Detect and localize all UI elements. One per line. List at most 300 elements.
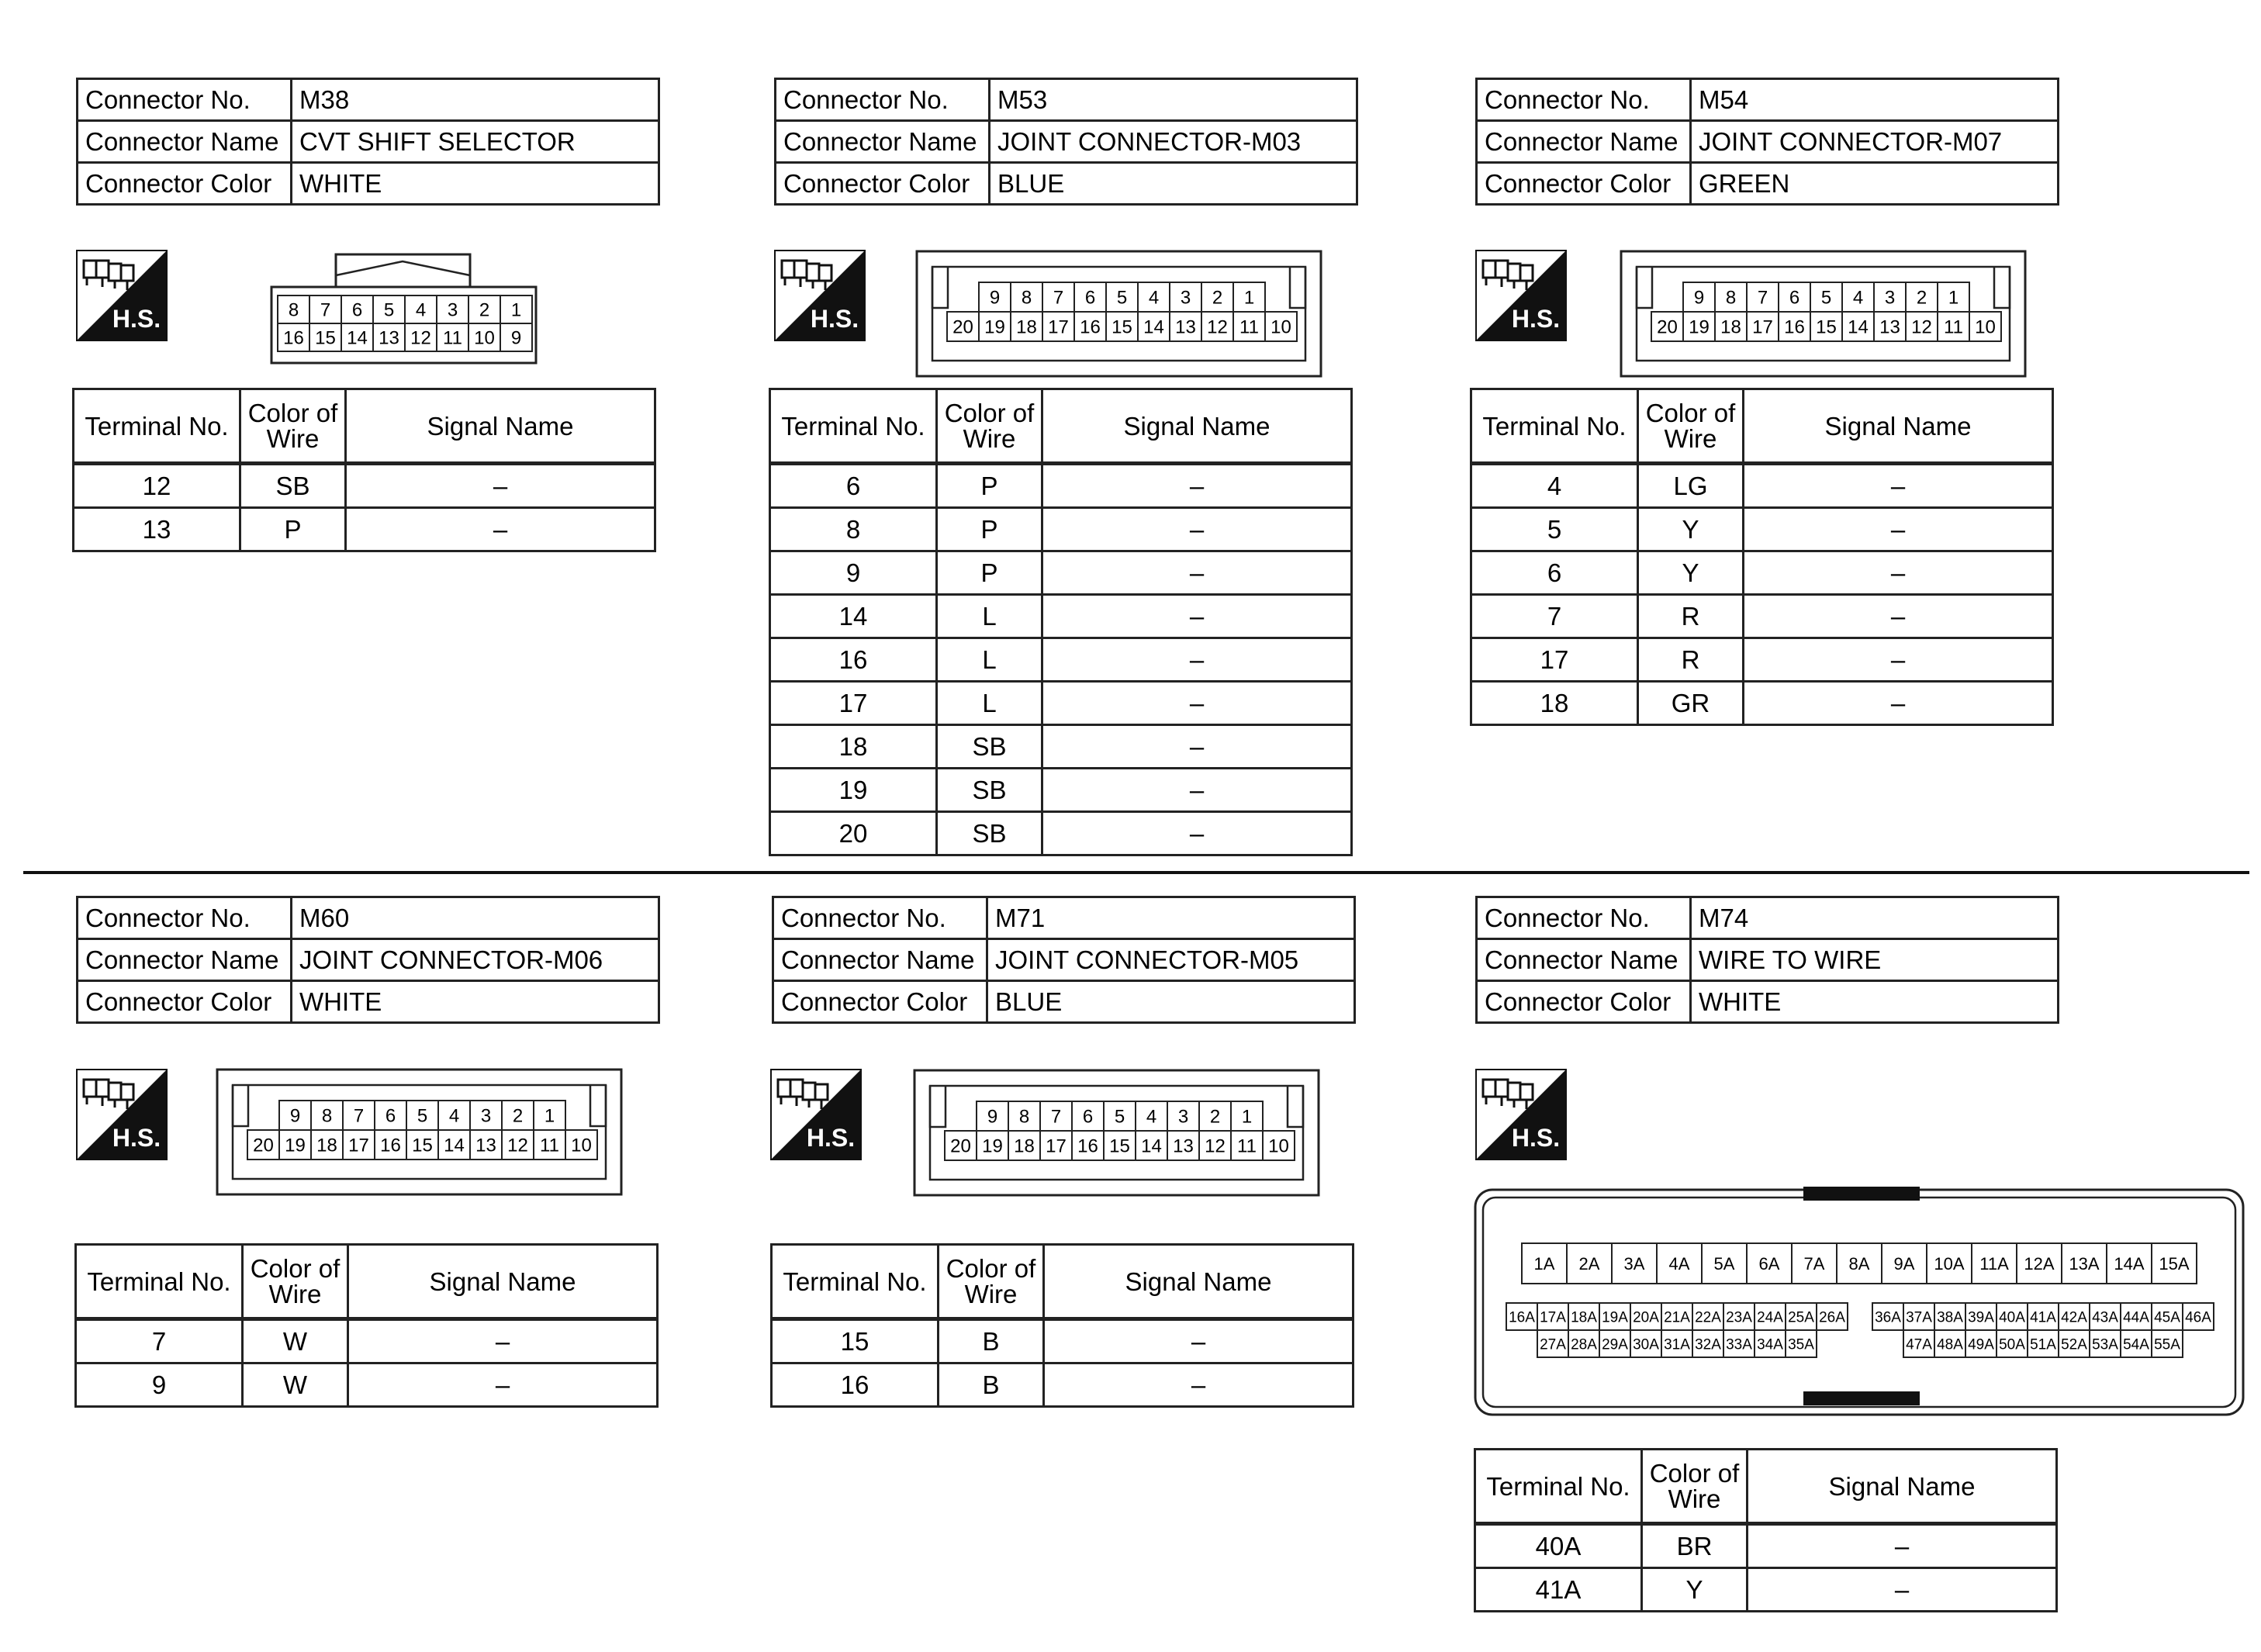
connector-color-value: WHITE [1691,981,2059,1023]
pin-number: 16 [283,327,304,349]
harness-side-icon [774,250,866,341]
pin-number: 2A [1578,1253,1600,1274]
pin-number: 1 [1241,1106,1253,1128]
terminal-no-cell: 40A [1475,1524,1642,1568]
wire-color-cell: L [937,638,1042,682]
hs-label: H.S. [806,1124,856,1152]
pin-number: 27A [1540,1336,1566,1353]
terminal-no-cell: 6 [1471,551,1638,595]
wire-color-cell: W [243,1319,348,1363]
pin-number: 39A [1968,1309,1994,1326]
pin-number: 8 [1018,1106,1030,1128]
pin-number: 6 [1082,1106,1094,1128]
hs-label: H.S. [112,1124,161,1152]
terminal-row [770,682,1352,725]
connector-info-m74 [1475,896,2059,1024]
terminal-no-cell: 6 [770,464,937,508]
pin-number: 15 [412,1135,433,1156]
pin-number: 11 [540,1135,559,1156]
pin-number: 46A [2185,1309,2211,1326]
pin-number: 18 [316,1135,337,1156]
terminal-no-cell: 16 [770,638,937,682]
pin-number: 3 [447,299,458,321]
pin-number: 7 [1050,1106,1062,1128]
pin-number: 8 [288,299,299,321]
pin-number: 48A [1937,1336,1963,1353]
pin-number: 10 [1975,316,1996,338]
pin-number: 7 [1757,287,1768,309]
label-connector-color: Connector Color [776,163,990,205]
connector-face-m54 [1620,250,2027,378]
terminal-row [770,551,1352,595]
label-connector-color: Connector Color [78,163,292,205]
connector-color-value: WHITE [292,981,659,1023]
terminal-row [1475,1568,2057,1612]
pin-number: 4 [1852,287,1864,309]
pin-number: 1 [510,299,522,321]
connector-info-m54 [1475,78,2059,206]
signal-name-cell: – [1042,508,1352,551]
pin-number: 10 [571,1135,592,1156]
terminal-no-cell: 18 [1471,682,1638,725]
pin-number: 14 [444,1135,465,1156]
signal-name-cell: – [348,1319,658,1363]
pin-number: 15 [1111,316,1132,338]
label-connector-color: Connector Color [773,981,987,1023]
pin-number: 17 [348,1135,369,1156]
pin-number: 2 [1212,287,1223,309]
pin-number: 51A [2030,1336,2056,1353]
pin-number: 12A [2024,1253,2055,1274]
terminal-row [76,1319,658,1363]
pin-number: 4 [1146,1106,1157,1128]
header-signal-name: Signal Name [346,389,655,464]
pin-number: 15A [2159,1253,2190,1274]
pin-number: 7A [1803,1253,1825,1274]
pin-number: 9A [1893,1253,1915,1274]
connector-name-value: JOINT CONNECTOR-M03 [990,121,1357,163]
connector-face-m71 [913,1069,1320,1197]
terminal-no-cell: 7 [1471,595,1638,638]
pin-number: 17 [1752,316,1773,338]
pin-number: 24A [1757,1309,1783,1326]
hs-label: H.S. [112,305,161,333]
wire-color-cell: R [1638,638,1744,682]
wire-color-cell: SB [240,464,346,508]
wire-color-cell: P [937,464,1042,508]
pin-number: 13 [475,1135,496,1156]
pin-number: 43A [2092,1309,2118,1326]
pin-number: 13 [379,327,399,349]
header-terminal-no: Terminal No. [770,389,937,464]
pin-number: 17A [1540,1309,1566,1326]
terminal-table-m53 [769,388,1353,856]
header-color-of-wire: Color of Wire [1642,1450,1748,1524]
pin-number: 4A [1668,1253,1690,1274]
pin-number: 12 [1205,1135,1226,1157]
harness-side-icon [76,250,168,341]
signal-name-cell: – [1744,638,2053,682]
wire-color-cell: BR [1642,1524,1748,1568]
terminal-row [74,464,655,508]
wire-color-cell: GR [1638,682,1744,725]
terminal-row [772,1319,1353,1363]
signal-name-cell: – [346,508,655,551]
signal-name-cell: – [1744,551,2053,595]
pin-number: 12 [507,1135,528,1156]
connector-face-m74 [1474,1187,2245,1419]
pin-number: 1 [1948,287,1959,309]
header-color-of-wire: Color of Wire [937,389,1042,464]
hs-label: H.S. [1511,305,1561,333]
wire-color-cell: LG [1638,464,1744,508]
pin-number: 32A [1695,1336,1721,1353]
label-connector-no: Connector No. [773,897,987,939]
pin-number: 33A [1726,1336,1752,1353]
pin-number: 10 [1271,316,1291,338]
pin-number: 35A [1788,1336,1814,1353]
pin-number: 2 [1209,1106,1221,1128]
pin-number: 20A [1633,1309,1659,1326]
pin-number: 11 [1944,316,1963,338]
terminal-no-cell: 15 [772,1319,939,1363]
pin-number: 20 [1657,316,1678,338]
label-connector-name: Connector Name [1477,121,1691,163]
pin-number: 9 [989,287,1001,309]
wire-color-cell: B [939,1363,1044,1407]
terminal-row [770,508,1352,551]
terminal-row [1471,464,2053,508]
pin-number: 10 [1268,1135,1289,1157]
pin-number: 14A [2114,1253,2145,1274]
terminal-table-m71 [770,1243,1354,1408]
connector-name-value: JOINT CONNECTOR-M07 [1691,121,2059,163]
pin-number: 19 [1689,316,1710,338]
pin-number: 8A [1848,1253,1870,1274]
signal-name-cell: – [1042,769,1352,812]
pin-number: 16 [1784,316,1805,338]
terminal-no-cell: 19 [770,769,937,812]
terminal-row [1471,508,2053,551]
pin-number: 11 [1239,316,1259,338]
pin-number: 9 [1693,287,1705,309]
pin-number: 19 [285,1135,306,1156]
terminal-no-cell: 14 [770,595,937,638]
pin-number: 38A [1937,1309,1963,1326]
pin-number: 31A [1664,1336,1690,1353]
pin-number: 5 [1114,1106,1125,1128]
label-connector-name: Connector Name [78,121,292,163]
pin-number: 49A [1968,1336,1994,1353]
pin-number: 7 [353,1105,365,1127]
connector-color-value: WHITE [292,163,659,205]
header-signal-name: Signal Name [348,1245,658,1319]
pin-number: 1 [544,1105,555,1127]
pin-number: 6 [1084,287,1096,309]
label-connector-no: Connector No. [776,79,990,121]
header-color-of-wire: Color of Wire [240,389,346,464]
terminal-row [770,638,1352,682]
connector-color-value: BLUE [987,981,1355,1023]
wire-color-cell: Y [1642,1568,1748,1612]
label-connector-name: Connector Name [78,939,292,981]
pin-number: 12 [1207,316,1228,338]
terminal-row [1475,1524,2057,1568]
terminal-row [76,1363,658,1407]
signal-name-cell: – [1042,464,1352,508]
connector-info-m53 [774,78,1358,206]
harness-side-icon [770,1069,862,1160]
pin-number: 8 [1725,287,1737,309]
pin-number: 16A [1509,1309,1535,1326]
terminal-no-cell: 41A [1475,1568,1642,1612]
harness-side-icon [1475,1069,1567,1160]
label-connector-no: Connector No. [1477,897,1691,939]
pin-number: 19 [982,1135,1003,1157]
terminal-row [770,769,1352,812]
connector-name-value: JOINT CONNECTOR-M05 [987,939,1355,981]
pin-number: 14 [1848,316,1869,338]
header-terminal-no: Terminal No. [76,1245,243,1319]
pin-number: 16 [1077,1135,1098,1157]
pin-number: 2 [1916,287,1927,309]
signal-name-cell: – [1042,725,1352,769]
pin-number: 4 [415,299,427,321]
signal-name-cell: – [1748,1524,2057,1568]
label-connector-color: Connector Color [78,981,292,1023]
signal-name-cell: – [346,464,655,508]
connector-name-value: JOINT CONNECTOR-M06 [292,939,659,981]
terminal-row [1471,682,2053,725]
terminal-row [74,508,655,551]
pin-number: 40A [1999,1309,2025,1326]
pin-number: 54A [2123,1336,2149,1353]
terminal-no-cell: 4 [1471,464,1638,508]
terminal-no-cell: 18 [770,725,937,769]
pin-number: 11 [1237,1135,1257,1157]
terminal-row [770,812,1352,855]
signal-name-cell: – [1042,812,1352,855]
pin-number: 5 [1820,287,1832,309]
pin-number: 44A [2123,1309,2149,1326]
pin-number: 10A [1934,1253,1965,1274]
pin-number: 6 [1789,287,1800,309]
terminal-no-cell: 17 [1471,638,1638,682]
pin-number: 2 [479,299,490,321]
terminal-row [1471,638,2053,682]
connector-face-m60 [216,1068,623,1196]
pin-number: 20 [952,316,973,338]
pin-number: 8 [321,1105,333,1127]
pin-number: 14 [1141,1135,1162,1157]
signal-name-cell: – [1744,595,2053,638]
connector-face-m53 [915,250,1322,378]
pin-number: 7 [320,299,331,321]
pin-number: 18 [1016,316,1037,338]
pin-number: 45A [2154,1309,2180,1326]
terminal-row [1471,595,2053,638]
terminal-row [772,1363,1353,1407]
header-signal-name: Signal Name [1042,389,1352,464]
pin-number: 9 [987,1106,998,1128]
connector-info-m38 [76,78,660,206]
wire-color-cell: Y [1638,551,1744,595]
pin-number: 28A [1571,1336,1597,1353]
pin-number: 7 [1053,287,1064,309]
label-connector-name: Connector Name [773,939,987,981]
label-connector-color: Connector Color [1477,981,1691,1023]
header-terminal-no: Terminal No. [772,1245,939,1319]
pin-number: 4 [448,1105,460,1127]
wire-color-cell: W [243,1363,348,1407]
pin-number: 18 [1720,316,1741,338]
pin-number: 6A [1758,1253,1780,1274]
pin-number: 13 [1173,1135,1194,1157]
connector-no-value: M38 [292,79,659,121]
pin-number: 9 [510,327,522,349]
pin-number: 34A [1757,1336,1783,1353]
terminal-no-cell: 20 [770,812,937,855]
header-signal-name: Signal Name [1044,1245,1353,1319]
signal-name-cell: – [1744,508,2053,551]
pin-number: 13A [2069,1253,2100,1274]
connector-no-value: M74 [1691,897,2059,939]
pin-number: 23A [1726,1309,1752,1326]
label-connector-color: Connector Color [1477,163,1691,205]
connector-name-value: WIRE TO WIRE [1691,939,2059,981]
signal-name-cell: – [1748,1568,2057,1612]
label-connector-no: Connector No. [78,79,292,121]
pin-number: 3 [1884,287,1896,309]
signal-name-cell: – [1042,595,1352,638]
pin-number: 10 [474,327,495,349]
wire-color-cell: B [939,1319,1044,1363]
pin-number: 52A [2061,1336,2087,1353]
terminal-row [770,464,1352,508]
pin-number: 55A [2154,1336,2180,1353]
pin-number: 14 [347,327,368,349]
signal-name-cell: – [1042,638,1352,682]
pin-number: 3 [1180,287,1191,309]
pin-number: 17 [1046,1135,1067,1157]
pin-number: 26A [1819,1309,1845,1326]
terminal-no-cell: 16 [772,1363,939,1407]
pin-number: 1A [1533,1253,1555,1274]
pin-number: 41A [2030,1309,2056,1326]
pin-number: 15 [315,327,336,349]
pin-number: 5A [1713,1253,1735,1274]
pin-number: 16 [1080,316,1101,338]
pin-number: 6 [351,299,363,321]
signal-name-cell: – [1042,551,1352,595]
pin-number: 25A [1788,1309,1814,1326]
connector-no-value: M53 [990,79,1357,121]
signal-name-cell: – [1044,1319,1353,1363]
terminal-no-cell: 13 [74,508,240,551]
wire-color-cell: L [937,595,1042,638]
terminal-no-cell: 17 [770,682,937,725]
terminal-no-cell: 12 [74,464,240,508]
harness-side-icon [76,1069,168,1160]
pin-number: 30A [1633,1336,1659,1353]
pin-number: 3 [1177,1106,1189,1128]
pin-number: 42A [2061,1309,2087,1326]
header-terminal-no: Terminal No. [74,389,240,464]
connector-color-value: GREEN [1691,163,2059,205]
wire-color-cell: Y [1638,508,1744,551]
terminal-no-cell: 9 [770,551,937,595]
pin-number: 22A [1695,1309,1721,1326]
terminal-table-m54 [1470,388,2054,726]
connector-name-value: CVT SHIFT SELECTOR [292,121,659,163]
wire-color-cell: L [937,682,1042,725]
pin-number: 29A [1602,1336,1628,1353]
wire-color-cell: SB [937,725,1042,769]
connector-no-value: M54 [1691,79,2059,121]
terminal-no-cell: 8 [770,508,937,551]
connector-no-value: M60 [292,897,659,939]
terminal-row [770,595,1352,638]
pin-number: 3 [480,1105,492,1127]
pin-number: 19 [984,316,1005,338]
pin-number: 2 [512,1105,524,1127]
section-divider [23,871,2249,874]
hs-label: H.S. [810,305,859,333]
label-connector-no: Connector No. [78,897,292,939]
wire-color-cell: P [937,551,1042,595]
terminal-table-m74 [1474,1448,2058,1612]
connector-info-m71 [772,896,1356,1024]
terminal-table-m38 [72,388,656,552]
header-terminal-no: Terminal No. [1471,389,1638,464]
wire-color-cell: R [1638,595,1744,638]
pin-number: 9 [289,1105,301,1127]
terminal-row [1471,551,2053,595]
connector-info-m60 [76,896,660,1024]
terminal-row [770,725,1352,769]
wire-color-cell: SB [937,769,1042,812]
pin-number: 18 [1014,1135,1035,1157]
wire-color-cell: P [240,508,346,551]
label-connector-name: Connector Name [776,121,990,163]
signal-name-cell: – [1744,464,2053,508]
pin-number: 5 [383,299,395,321]
header-color-of-wire: Color of Wire [939,1245,1044,1319]
signal-name-cell: – [348,1363,658,1407]
pin-number: 13 [1879,316,1900,338]
pin-number: 18A [1571,1309,1597,1326]
pin-number: 20 [950,1135,971,1157]
pin-number: 15 [1109,1135,1130,1157]
header-signal-name: Signal Name [1748,1450,2057,1524]
header-color-of-wire: Color of Wire [243,1245,348,1319]
pin-number: 50A [1999,1336,2025,1353]
pin-number: 20 [253,1135,274,1156]
label-connector-name: Connector Name [1477,939,1691,981]
header-signal-name: Signal Name [1744,389,2053,464]
pin-number: 47A [1906,1336,1932,1353]
terminal-no-cell: 9 [76,1363,243,1407]
pin-number: 1 [1243,287,1255,309]
signal-name-cell: – [1042,682,1352,725]
pin-number: 16 [380,1135,401,1156]
connector-no-value: M71 [987,897,1355,939]
label-connector-no: Connector No. [1477,79,1691,121]
pin-number: 21A [1664,1309,1690,1326]
pin-number: 11 [443,327,462,349]
terminal-no-cell: 7 [76,1319,243,1363]
pin-number: 36A [1875,1309,1901,1326]
